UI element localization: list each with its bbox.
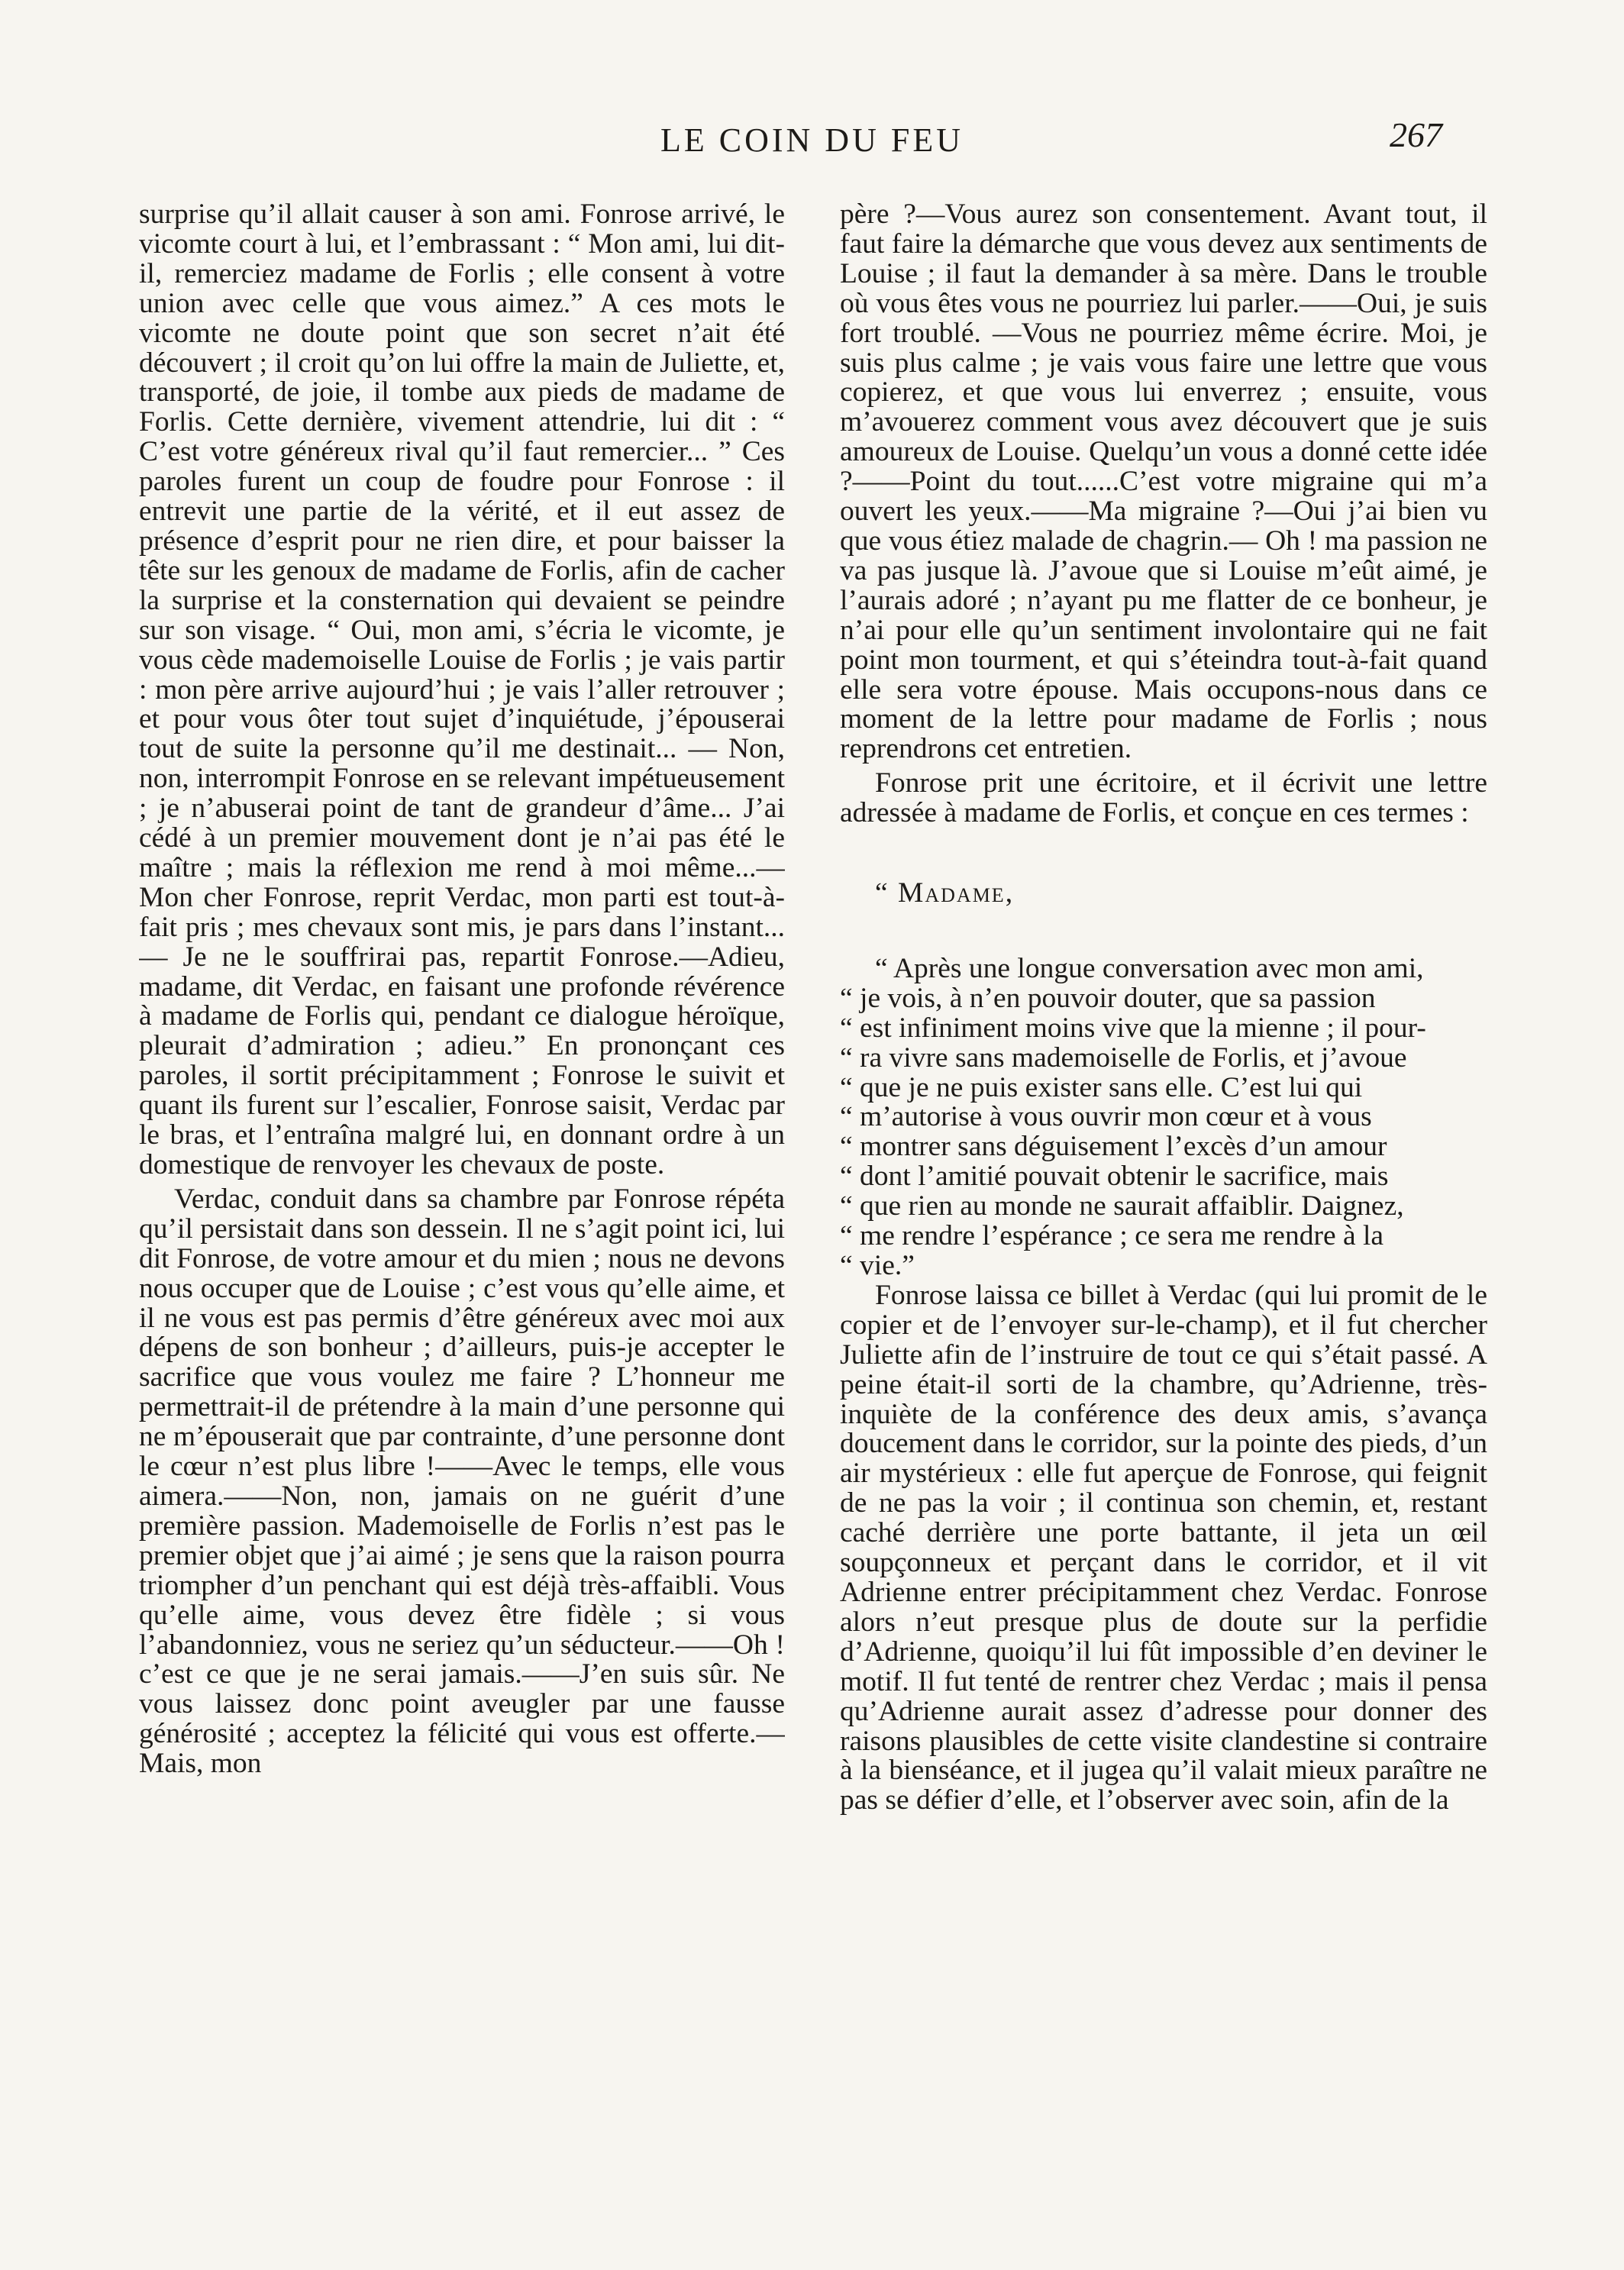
left-column — [139, 200, 785, 2216]
letter-line: “ me rendre l’espérance ; ce sera me rendre à la — [840, 1220, 1384, 1252]
paragraph: surprise qu’il allait causer à son ami. Fonrose arrivé, le vicomte court à lui, et l’embrassant : “ Mon ami, lui dit-il, remerciez madame de Forlis ; elle consent à votre union avec celle que vous aimez.” A ces mots le vicomte ne doute point que son secret n’ait été découvert ; il croit qu’on lui offre la main de Juliette, et, transporté, de joie, il tombe aux pieds de madame de Forlis. Cette dernière, vivement attendrie, lui dit : “ C’est votre généreux rival qu’il faut remercier... ” Ces paroles furent un coup de foudre pour Fonrose : il entrevit une partie de la vérité, et il eut assez de présence d’esprit pour ne rien dire, et pour baisser la tête sur les genoux de madame de Forlis, afin de cacher la surprise et la consternation qui devaient se peindre sur son visage. “ Oui, mon ami, s’écria le vicomte, je vous cède mademoiselle Louise de Forlis ; je vais partir : mon père arrive aujourd’hui ; je vais l’aller retrouver ; et pour vous ôter tout sujet d’inquiétude, j’épouserai tout de suite la personne qu’il me destinait... — Non, non, interrompit Fonrose en se relevant impétueusement ; je n’abuserai point de tant de grandeur d’âme... J’ai cédé à un premier mouvement dont je n’ai pas été le maître ; mais la réflexion me rend à moi même...— Mon cher Fonrose, reprit Verdac, mon parti est tout-à-fait pris ; mes chevaux sont mis, je pars dans l’instant... — Je ne le souffrirai pas, repartit Fonrose.—Adieu, madame, dit Verdac, en faisant une profonde révérence à madame de Forlis qui, pendant ce dialogue héroïque, pleurait d’admiration ; adieu.” En prononçant ces paroles, il sortit précipitamment ; Fonrose le suivit et quant ils furent sur l’escalier, Fonrose saisit, Verdac par le bras, et l’entraîna malgré lui, en donnant ordre à un domestique de renvoyer les chevaux de poste. — [139, 200, 785, 1180]
letter-line: “ est infiniment moins vive que la mienne ; il pour- — [840, 1012, 1426, 1044]
paragraph: Fonrose laissa ce billet à Verdac (qui lui promit de le copier et de l’envoyer sur-le-champ), et il fut chercher Juliette afin de l’instruire de tout ce qui s’était passé. A peine était-il sorti de la chambre, qu’Adrienne, très-inquiète de la conférence des deux amis, s’avança doucement dans le corridor, sur la pointe des pieds, d’un air mystérieux : elle fut aperçue de Fonrose, qui feignit de ne pas la voir ; il continua son chemin, et, restant caché derrière une porte battante, il jeta un œil soupçonneux et perçant dans le corridor, et il vit Adrienne entrer précipitamment chez Verdac. Fonrose alors n’eut presque plus de doute sur la perfidie d’Adrienne, quoiqu’il lui fût impossible d’en deviner le motif. Il fut tenté de rentrer chez Verdac ; mais il pensa qu’Adrienne aurait assez d’adresse pour donner des raisons plausibles de cette visite clandestine si contraire à la bienséance, et il jugea qu’il valait mieux paraître ne pas se défier d’elle, et l’observer avec soin, afin de la — [840, 1279, 1487, 1816]
letter-line: “ vie.” — [840, 1250, 915, 1281]
letter-line: “ ra vivre sans mademoiselle de Forlis, et j’avoue — [840, 1041, 1407, 1074]
letter-line: “ je vois, à n’en pouvoir douter, que sa passion — [840, 982, 1376, 1014]
paragraph: Fonrose prit une écritoire, et il écrivit une lettre adressée à madame de Forlis, et conçue en ces termes : — [840, 767, 1487, 829]
paragraph: Verdac, conduit dans sa chambre par Fonrose répéta qu’il persistait dans son dessein. Il ne s’agit point ici, lui dit Fonrose, de votre amour et du mien ; nous ne devons nous occuper que de Louise ; c’est vous qu’elle aime, et il ne vous est pas permis d’être généreux avec moi aux dépens de son bonheur ; d’ailleurs, puis-je accepter le sacrifice que vous voulez me faire ? L’honneur me permettrait-il de prétendre à la main d’une personne qui ne m’épouserait que par contrainte, d’une personne dont le cœur n’est plus libre !——Avec le temps, elle vous aimera.——Non, non, jamais on ne guérit d’une première passion. Mademoiselle de Forlis n’est pas le premier objet que j’ai aimé ; je sens que la raison pourra triompher d’un penchant qui est déjà très-affaibli. Vous qu’elle aime, vous devez être fidèle ; si vous l’abandonniez, vous ne seriez qu’un séducteur.——Oh ! c’est ce que je ne serai jamais.——J’en suis sûr. Ne vous laissez donc point aveugler par une fausse générosité ; acceptez la félicité qui vous est offerte.—Mais, mon — [139, 1183, 785, 1780]
page-number: 267 — [1390, 115, 1442, 154]
letter-line: “ que je ne puis exister sans elle. C’est lui qui — [840, 1071, 1363, 1103]
letter-line: “ montrer sans déguisement l’excès d’un amour — [840, 1131, 1387, 1163]
letter-salutation: “ Madame, — [875, 877, 1015, 909]
letter-line: “ m’autorise à vous ouvrir mon cœur et à vous — [840, 1101, 1372, 1133]
paragraph: père ?—Vous aurez son consentement. Avant tout, il faut faire la démarche que vous devez aux sentiments de Louise ; il faut la demander à sa mère. Dans le trouble où vous êtes vous ne pourriez lui parler.——Oui, je suis fort troublé. —Vous ne pourriez même écrire. Moi, je suis plus calme ; je vais vous faire une lettre que vous copierez, et que vous lui enverrez ; ensuite, vous m’avouerez comment vous avez découvert que je suis amoureux de Louise. Quelqu’un vous a donné cette idée ?——Point du tout......C’est votre migraine qui m’a ouvert les yeux.——Ma migraine ?—Oui j’ai bien vu que vous étiez malade de chagrin.— Oh ! ma passion ne va pas jusque là. J’avoue que si Louise m’eût aimé, je l’aurais adoré ; n’ayant pu me flatter de ce bonheur, je n’ai pour elle qu’un sentiment involontaire qui ne fait point mon tourment, et qui s’éteindra tout-à-fait quand elle sera votre épouse. Mais occupons-nous dans ce moment de la lettre pour madame de Forlis ; nous reprendrons cet entretien. — [840, 200, 1487, 765]
letter-line: “ Après une longue conversation avec mon ami, — [875, 952, 1424, 984]
running-title: LE COIN DU FEU — [660, 121, 964, 159]
right-column — [840, 200, 1487, 2216]
letter-line: “ que rien au monde ne saurait affaiblir. Daignez, — [840, 1190, 1404, 1222]
letter-line: “ dont l’amitié pouvait obtenir le sacrifice, mais — [840, 1161, 1389, 1193]
letter-body — [840, 954, 1487, 1281]
